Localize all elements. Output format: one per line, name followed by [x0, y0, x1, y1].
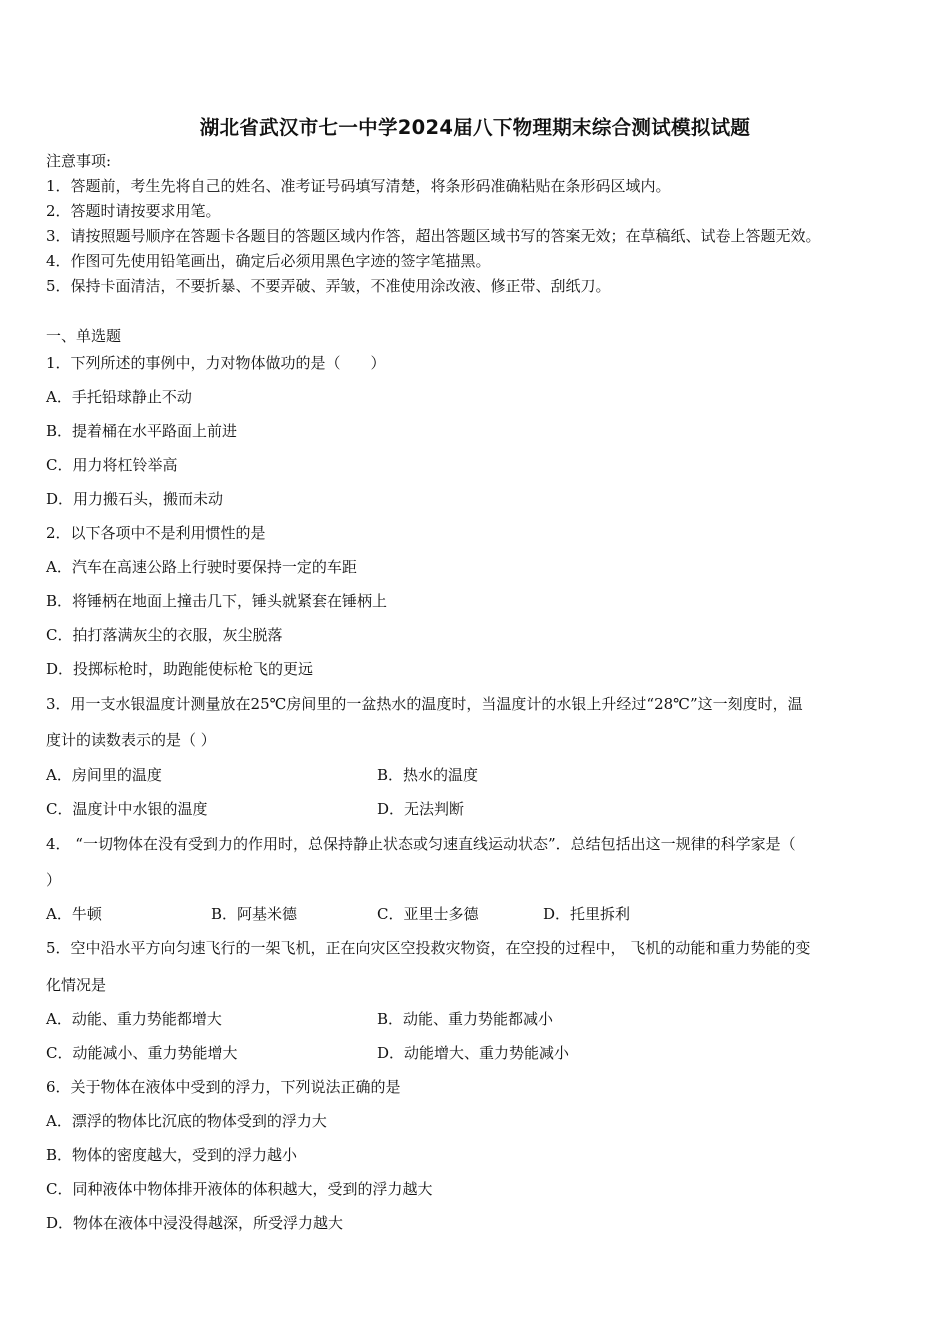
notice-item: 5．保持卡面清洁，不要折暴、不要弄破、弄皱，不准使用涂改液、修正带、刮纸刀。 [46, 277, 611, 295]
option-c: C．温度计中水银的温度 [46, 800, 208, 818]
option-d: D．物体在液体中浸没得越深，所受浮力越大 [46, 1214, 344, 1232]
question-stem: 3．用一支水银温度计测量放在25℃房间里的一盆热水的温度时，当温度计的水银上升经过“28℃”这一刻度时，温 [46, 695, 803, 713]
option-c: C．拍打落满灰尘的衣服，灰尘脱落 [46, 626, 283, 644]
notice-item: 4．作图可先使用铅笔画出，确定后必须用黑色字迹的签字笔描黑。 [46, 252, 491, 270]
option-d: D．托里拆利 [543, 905, 631, 923]
notice-item: 2．答题时请按要求用笔。 [46, 202, 221, 220]
option-b: B．物体的密度越大，受到的浮力越小 [46, 1146, 298, 1164]
option-c: C．用力将杠铃举高 [46, 456, 178, 474]
option-c: C．动能减小、重力势能增大 [46, 1044, 238, 1062]
section-heading: 一、单选题 [46, 327, 122, 345]
option-a: A．汽车在高速公路上行驶时要保持一定的车距 [46, 558, 357, 576]
question-stem: 1．下列所述的事例中，力对物体做功的是（ ） [46, 354, 386, 372]
question-stem: 5．空中沿水平方向匀速飞行的一架飞机，正在向灾区空投救灾物资，在空投的过程中， 飞机的动能和重力势能的变 [46, 939, 811, 957]
option-a: A．漂浮的物体比沉底的物体受到的浮力大 [46, 1112, 327, 1130]
option-a: A．房间里的温度 [46, 766, 162, 784]
notice-item: 3．请按照题号顺序在答题卡各题目的答题区域内作答，超出答题区域书写的答案无效；在草稿纸、试卷上答题无效。 [46, 227, 821, 245]
question-stem: 2．以下各项中不是利用惯性的是 [46, 524, 266, 542]
option-b: B．阿基米德 [211, 905, 298, 923]
notice-heading: 注意事项: [46, 152, 112, 170]
option-b: B．提着桶在水平路面上前进 [46, 422, 238, 440]
option-c: C．亚里士多德 [377, 905, 479, 923]
notice-item: 1．答题前，考生先将自己的姓名、准考证号码填写清楚，将条形码准确粘贴在条形码区域内。 [46, 177, 671, 195]
option-d: D．动能增大、重力势能减小 [377, 1044, 570, 1062]
option-b: B．热水的温度 [377, 766, 479, 784]
option-c: C．同种液体中物体排开液体的体积越大，受到的浮力越大 [46, 1180, 433, 1198]
question-stem-cont: 度计的读数表示的是（ ） [46, 731, 216, 749]
page-title: 湖北省武汉市七一中学2024届八下物理期末综合测试模拟试题 [199, 116, 751, 139]
question-stem: 4． “一切物体在没有受到力的作用时，总保持静止状态或匀速直线运动状态”．总结包括出这一规律的科学家是（ [46, 835, 796, 853]
option-d: D．投掷标枪时，助跑能使标枪飞的更远 [46, 660, 314, 678]
option-a: A．牛顿 [46, 905, 102, 923]
question-stem: 6．关于物体在液体中受到的浮力，下列说法正确的是 [46, 1078, 401, 1096]
option-d: D．无法判断 [377, 800, 465, 818]
option-a: A．动能、重力势能都增大 [46, 1010, 222, 1028]
option-a: A．手托铅球静止不动 [46, 388, 192, 406]
option-b: B．将锤柄在地面上撞击几下，锤头就紧套在锤柄上 [46, 592, 388, 610]
question-stem-cont: ） [46, 871, 62, 889]
option-d: D．用力搬石头，搬而未动 [46, 490, 224, 508]
question-stem-cont: 化情况是 [46, 976, 107, 994]
option-b: B．动能、重力势能都减小 [377, 1010, 554, 1028]
